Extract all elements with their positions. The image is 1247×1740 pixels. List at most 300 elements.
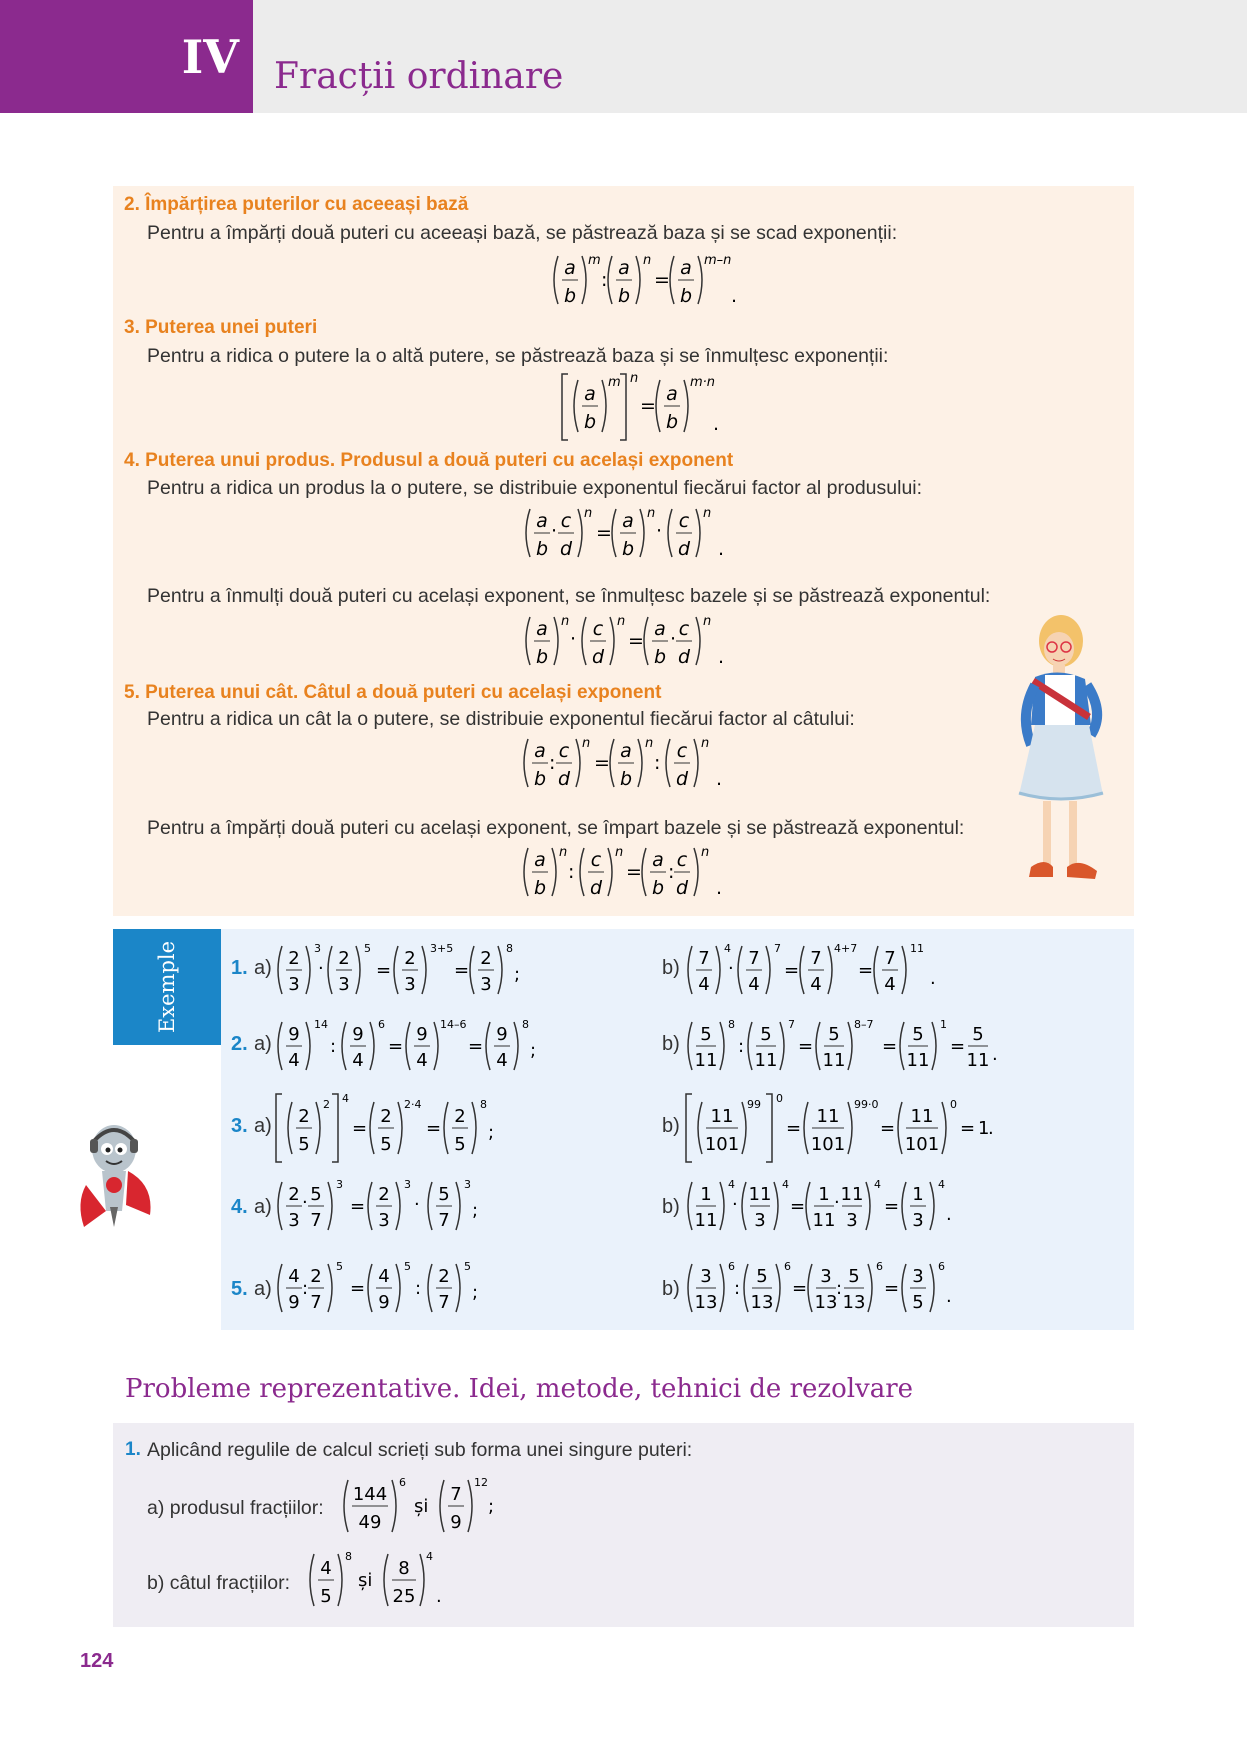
svg-text:.: . bbox=[436, 1586, 442, 1607]
svg-text:6: 6 bbox=[728, 1260, 735, 1273]
svg-text:=: = bbox=[790, 1196, 806, 1217]
svg-text:d: d bbox=[591, 646, 605, 668]
svg-text:;: ; bbox=[472, 1200, 479, 1221]
svg-text:3: 3 bbox=[314, 942, 321, 955]
svg-text:n: n bbox=[617, 614, 626, 629]
svg-text:n: n bbox=[584, 506, 593, 521]
svg-text:4: 4 bbox=[884, 974, 896, 995]
svg-text:m: m bbox=[588, 253, 601, 268]
svg-text:d: d bbox=[677, 646, 691, 668]
svg-text:c: c bbox=[560, 510, 572, 532]
formula-division-powers bbox=[548, 250, 748, 321]
svg-text:·: · bbox=[670, 628, 677, 650]
formula-power-of-power bbox=[558, 372, 728, 449]
svg-text:99: 99 bbox=[747, 1098, 761, 1111]
svg-text:1: 1 bbox=[912, 1184, 924, 1205]
svg-text:3: 3 bbox=[480, 974, 492, 995]
svg-text:=: = bbox=[640, 395, 656, 417]
svg-text:.: . bbox=[713, 413, 720, 435]
svg-text:·: · bbox=[302, 1192, 308, 1213]
svg-text:c: c bbox=[592, 618, 604, 640]
svg-text:5: 5 bbox=[756, 1266, 768, 1287]
svg-text:·: · bbox=[732, 1194, 738, 1215]
svg-text:4: 4 bbox=[320, 1558, 332, 1579]
problems-title: Probleme reprezentative. Idei, metode, tehnici de rezolvare bbox=[125, 1374, 914, 1404]
svg-text:d: d bbox=[589, 877, 603, 899]
example-1-a-label: a) bbox=[254, 957, 272, 979]
svg-text:11: 11 bbox=[840, 1184, 864, 1205]
svg-text:5: 5 bbox=[700, 1024, 712, 1045]
example-5-number: 5. bbox=[231, 1278, 248, 1300]
svg-text:a: a bbox=[618, 257, 630, 279]
svg-text:·: · bbox=[570, 628, 577, 650]
svg-text:2: 2 bbox=[378, 1184, 390, 1205]
page-number: 124 bbox=[80, 1650, 114, 1672]
svg-text:3+5: 3+5 bbox=[430, 942, 454, 955]
svg-text:a: a bbox=[680, 257, 692, 279]
section-4-text: Pentru a ridica un produs la o putere, se distribuie exponentul fiecărui factor al produsului: bbox=[147, 477, 923, 499]
svg-text:=: = bbox=[798, 1036, 814, 1057]
svg-text:7: 7 bbox=[774, 942, 781, 955]
svg-text:c: c bbox=[678, 618, 690, 640]
svg-text:3: 3 bbox=[288, 974, 300, 995]
svg-text:9: 9 bbox=[496, 1024, 508, 1045]
example-4-number: 4. bbox=[231, 1196, 248, 1218]
svg-text:.: . bbox=[988, 1118, 994, 1139]
example-1-number: 1. bbox=[231, 957, 248, 979]
chapter-title: Fracții ordinare bbox=[274, 56, 564, 97]
problem-1b-text: b) câtul fracțiilor: bbox=[147, 1572, 291, 1594]
example-5b-equation bbox=[684, 1256, 984, 1323]
example-4a-equation bbox=[274, 1174, 504, 1241]
svg-text:6: 6 bbox=[876, 1260, 883, 1273]
formula-quotient-same-exponent bbox=[518, 842, 738, 913]
svg-text:a: a bbox=[654, 618, 666, 640]
svg-text:4: 4 bbox=[724, 942, 731, 955]
svg-text:8: 8 bbox=[506, 942, 513, 955]
svg-text:=: = bbox=[784, 960, 800, 981]
svg-text:5: 5 bbox=[828, 1024, 840, 1045]
svg-text:4: 4 bbox=[288, 1050, 300, 1071]
svg-text:.: . bbox=[930, 968, 936, 989]
svg-text::: : bbox=[415, 1278, 422, 1299]
svg-text:101: 101 bbox=[904, 1134, 940, 1155]
svg-text:9: 9 bbox=[352, 1024, 364, 1045]
svg-text:4: 4 bbox=[352, 1050, 364, 1071]
svg-text:m: m bbox=[608, 375, 621, 390]
svg-text::: : bbox=[654, 752, 661, 774]
svg-text:4: 4 bbox=[698, 974, 710, 995]
svg-text:5: 5 bbox=[336, 1260, 343, 1273]
svg-text:8: 8 bbox=[728, 1018, 735, 1031]
svg-text:3: 3 bbox=[404, 1178, 411, 1191]
svg-text:;: ; bbox=[530, 1040, 537, 1061]
problem-1-number: 1. bbox=[125, 1439, 141, 1460]
svg-text:c: c bbox=[676, 740, 688, 762]
svg-text:b: b bbox=[563, 285, 577, 307]
svg-text:6: 6 bbox=[378, 1018, 385, 1031]
svg-text:5: 5 bbox=[364, 942, 371, 955]
svg-text:.: . bbox=[946, 1204, 952, 1225]
svg-text:5: 5 bbox=[912, 1292, 924, 1313]
section-2-text: Pentru a împărți două puteri cu aceeași bază, se păstrează baza și se scad exponenții: bbox=[147, 222, 898, 244]
svg-text:3: 3 bbox=[820, 1266, 832, 1287]
svg-text:n: n bbox=[643, 253, 652, 268]
example-4b-equation bbox=[684, 1174, 984, 1241]
svg-text:101: 101 bbox=[810, 1134, 846, 1155]
svg-text:;: ; bbox=[488, 1122, 495, 1143]
svg-text:13: 13 bbox=[842, 1292, 866, 1313]
svg-text:4: 4 bbox=[748, 974, 760, 995]
svg-text:b: b bbox=[535, 538, 549, 560]
svg-text:·: · bbox=[656, 520, 663, 542]
svg-text:n: n bbox=[701, 736, 710, 751]
svg-text:b: b bbox=[619, 768, 633, 790]
svg-text:b: b bbox=[583, 411, 597, 433]
svg-text:·: · bbox=[834, 1192, 840, 1213]
svg-text:b: b bbox=[621, 538, 635, 560]
svg-text:=: = bbox=[950, 1036, 966, 1057]
svg-text:11: 11 bbox=[694, 1210, 718, 1231]
svg-text:b: b bbox=[533, 768, 547, 790]
svg-text:a: a bbox=[536, 618, 548, 640]
svg-text:2: 2 bbox=[310, 1266, 322, 1287]
svg-text:2: 2 bbox=[338, 948, 350, 969]
svg-text:11: 11 bbox=[910, 942, 924, 955]
svg-text:7: 7 bbox=[748, 948, 760, 969]
formula-power-of-quotient bbox=[518, 733, 738, 804]
svg-text:5: 5 bbox=[972, 1024, 984, 1045]
svg-text:3: 3 bbox=[404, 974, 416, 995]
svg-text:5: 5 bbox=[912, 1024, 924, 1045]
svg-text:5: 5 bbox=[438, 1184, 450, 1205]
svg-text:3: 3 bbox=[288, 1210, 300, 1231]
svg-text:=: = bbox=[884, 1196, 900, 1217]
svg-text:3: 3 bbox=[912, 1210, 924, 1231]
svg-text:a: a bbox=[564, 257, 576, 279]
example-2b-equation bbox=[684, 1014, 1014, 1081]
svg-text:9: 9 bbox=[378, 1292, 390, 1313]
svg-text:n: n bbox=[559, 845, 568, 860]
svg-text:5: 5 bbox=[310, 1184, 322, 1205]
svg-text:7: 7 bbox=[810, 948, 822, 969]
svg-text:b: b bbox=[617, 285, 631, 307]
svg-text:7: 7 bbox=[698, 948, 710, 969]
svg-text:m·n: m·n bbox=[690, 375, 716, 390]
svg-text:c: c bbox=[558, 740, 570, 762]
svg-text:4: 4 bbox=[874, 1178, 881, 1191]
svg-text::: : bbox=[302, 1278, 309, 1299]
svg-text::: : bbox=[668, 861, 675, 883]
svg-text:b: b bbox=[653, 646, 667, 668]
svg-text:=: = bbox=[454, 960, 470, 981]
svg-text:și: și bbox=[358, 1570, 373, 1591]
svg-text:4: 4 bbox=[782, 1178, 789, 1191]
svg-text:3: 3 bbox=[912, 1266, 924, 1287]
svg-text:=: = bbox=[882, 1036, 898, 1057]
svg-text:b: b bbox=[665, 411, 679, 433]
example-1b-equation bbox=[684, 938, 944, 1005]
svg-text:2·4: 2·4 bbox=[404, 1098, 422, 1111]
svg-text:d: d bbox=[677, 538, 691, 560]
svg-text:.: . bbox=[716, 877, 723, 899]
svg-text:=: = bbox=[468, 1036, 484, 1057]
svg-text:11: 11 bbox=[812, 1210, 836, 1231]
svg-text:2: 2 bbox=[438, 1266, 450, 1287]
svg-text:14–6: 14–6 bbox=[440, 1018, 467, 1031]
example-4-a-label: a) bbox=[254, 1196, 272, 1218]
svg-text:=: = bbox=[626, 861, 642, 883]
svg-text:2: 2 bbox=[480, 948, 492, 969]
svg-text:.: . bbox=[946, 1286, 952, 1307]
svg-text:7: 7 bbox=[310, 1292, 322, 1313]
example-3-number: 3. bbox=[231, 1115, 248, 1137]
svg-text:=: = bbox=[792, 1278, 808, 1299]
svg-text:.: . bbox=[992, 1044, 998, 1065]
chapter-number: IV bbox=[0, 0, 253, 113]
svg-text:2: 2 bbox=[288, 948, 300, 969]
svg-text:=: = bbox=[884, 1278, 900, 1299]
svg-text:11: 11 bbox=[816, 1106, 840, 1127]
svg-text:5: 5 bbox=[404, 1260, 411, 1273]
svg-text:b: b bbox=[651, 877, 665, 899]
svg-text:4: 4 bbox=[810, 974, 822, 995]
svg-text:11: 11 bbox=[906, 1050, 930, 1071]
svg-text:144: 144 bbox=[352, 1484, 388, 1505]
svg-text:.: . bbox=[731, 285, 738, 307]
svg-text:=: = bbox=[594, 752, 610, 774]
svg-text:13: 13 bbox=[814, 1292, 838, 1313]
svg-text:=: = bbox=[350, 1278, 366, 1299]
section-4-text-2: Pentru a înmulți două puteri cu același exponent, se înmulțesc bazele și se păstrează exponentul: bbox=[147, 585, 991, 607]
svg-text:a: a bbox=[534, 740, 546, 762]
svg-text:4: 4 bbox=[496, 1050, 508, 1071]
svg-text:=: = bbox=[628, 630, 644, 652]
svg-text:6: 6 bbox=[399, 1476, 406, 1489]
svg-text:1: 1 bbox=[700, 1184, 712, 1205]
formula-power-of-product bbox=[520, 503, 740, 574]
svg-text:4: 4 bbox=[378, 1266, 390, 1287]
svg-text:=: = bbox=[376, 960, 392, 981]
svg-text:d: d bbox=[675, 877, 689, 899]
svg-text:.: . bbox=[718, 646, 725, 668]
svg-text:n: n bbox=[703, 506, 712, 521]
svg-text::: : bbox=[568, 861, 575, 883]
svg-text:8: 8 bbox=[522, 1018, 529, 1031]
svg-text:d: d bbox=[675, 768, 689, 790]
svg-text::: : bbox=[734, 1278, 741, 1299]
svg-text:d: d bbox=[557, 768, 571, 790]
svg-text:1: 1 bbox=[818, 1184, 830, 1205]
svg-text:a: a bbox=[620, 740, 632, 762]
section-3-heading: 3. Puterea unei puteri bbox=[124, 317, 318, 338]
svg-text:n: n bbox=[703, 614, 712, 629]
section-5-text: Pentru a ridica un cât la o putere, se distribuie exponentul fiecărui factor al câtului: bbox=[147, 708, 855, 730]
svg-text:=: = bbox=[880, 1118, 896, 1139]
svg-text:și: și bbox=[414, 1496, 429, 1517]
svg-text:5: 5 bbox=[848, 1266, 860, 1287]
svg-text:3: 3 bbox=[336, 1178, 343, 1191]
svg-text:=: = bbox=[960, 1118, 976, 1139]
svg-text:=: = bbox=[654, 269, 670, 291]
svg-text:=: = bbox=[426, 1118, 442, 1139]
svg-text:a: a bbox=[652, 849, 664, 871]
svg-text:13: 13 bbox=[750, 1292, 774, 1313]
example-3-b-label: b) bbox=[662, 1115, 680, 1137]
section-3-text: Pentru a ridica o putere la o altă putere, se păstrează baza și se înmulțesc exponenții: bbox=[147, 345, 889, 367]
svg-text:2: 2 bbox=[454, 1106, 466, 1127]
svg-text:9: 9 bbox=[416, 1024, 428, 1045]
examples-tab: Exemple bbox=[113, 929, 221, 1045]
svg-text:8: 8 bbox=[345, 1550, 352, 1563]
svg-text:b: b bbox=[533, 877, 547, 899]
svg-text:=: = bbox=[596, 522, 612, 544]
svg-text:a: a bbox=[584, 383, 596, 405]
svg-text:11: 11 bbox=[910, 1106, 934, 1127]
svg-text:6: 6 bbox=[784, 1260, 791, 1273]
example-4-b-label: b) bbox=[662, 1196, 680, 1218]
example-5a-equation bbox=[274, 1256, 504, 1323]
svg-text:11: 11 bbox=[822, 1050, 846, 1071]
svg-text:11: 11 bbox=[754, 1050, 778, 1071]
svg-text:d: d bbox=[559, 538, 573, 560]
example-2-number: 2. bbox=[231, 1033, 248, 1055]
svg-text:m–n: m–n bbox=[704, 253, 732, 268]
svg-text::: : bbox=[601, 269, 608, 291]
svg-text:;: ; bbox=[514, 964, 521, 985]
svg-text:b: b bbox=[535, 646, 549, 668]
svg-text:a: a bbox=[536, 510, 548, 532]
svg-text:c: c bbox=[676, 849, 688, 871]
svg-text:=: = bbox=[388, 1036, 404, 1057]
svg-text:49: 49 bbox=[358, 1512, 382, 1533]
girl-illustration bbox=[1005, 605, 1115, 895]
svg-text:7: 7 bbox=[438, 1292, 450, 1313]
svg-text:·: · bbox=[318, 958, 324, 979]
svg-text::: : bbox=[836, 1278, 843, 1299]
svg-text:=: = bbox=[352, 1118, 368, 1139]
section-2-heading: 2. Împărțirea puterilor cu aceeași bază bbox=[124, 194, 469, 215]
svg-text:11: 11 bbox=[710, 1106, 734, 1127]
svg-text:n: n bbox=[645, 736, 654, 751]
svg-text:13: 13 bbox=[694, 1292, 718, 1313]
formula-product-same-exponent bbox=[520, 611, 740, 682]
problem-1b-fractions bbox=[306, 1546, 456, 1617]
svg-text:4: 4 bbox=[938, 1178, 945, 1191]
svg-text:4: 4 bbox=[416, 1050, 428, 1071]
svg-text:7: 7 bbox=[788, 1018, 795, 1031]
svg-text:c: c bbox=[590, 849, 602, 871]
example-3a-equation bbox=[274, 1090, 504, 1171]
svg-text:n: n bbox=[630, 371, 639, 386]
svg-text:9: 9 bbox=[288, 1024, 300, 1045]
svg-text:101: 101 bbox=[704, 1134, 740, 1155]
svg-text:4: 4 bbox=[288, 1266, 300, 1287]
svg-text::: : bbox=[330, 1036, 337, 1057]
svg-text:n: n bbox=[701, 845, 710, 860]
svg-text:2: 2 bbox=[288, 1184, 300, 1205]
svg-text:n: n bbox=[615, 845, 624, 860]
svg-text:=: = bbox=[858, 960, 874, 981]
svg-text:0: 0 bbox=[950, 1098, 957, 1111]
svg-text:3: 3 bbox=[700, 1266, 712, 1287]
svg-text:5: 5 bbox=[380, 1134, 392, 1155]
svg-text:n: n bbox=[582, 736, 591, 751]
svg-text:b: b bbox=[679, 285, 693, 307]
svg-text::: : bbox=[549, 752, 556, 774]
section-4-heading: 4. Puterea unui produs. Produsul a două puteri cu același exponent bbox=[124, 450, 734, 471]
svg-text:3: 3 bbox=[338, 974, 350, 995]
svg-text:5: 5 bbox=[320, 1586, 332, 1607]
problem-1a-text: a) produsul fracțiilor: bbox=[147, 1497, 324, 1519]
svg-text:·: · bbox=[551, 520, 558, 542]
svg-text:.: . bbox=[716, 768, 723, 790]
svg-text::: : bbox=[738, 1036, 745, 1057]
svg-text:9: 9 bbox=[288, 1292, 300, 1313]
svg-text:4: 4 bbox=[342, 1092, 349, 1105]
svg-text:9: 9 bbox=[450, 1512, 462, 1533]
svg-text:a: a bbox=[534, 849, 546, 871]
problem-1-text: Aplicând regulile de calcul scrieți sub forma unei singure puteri: bbox=[147, 1439, 693, 1461]
problem-1a-fractions bbox=[340, 1472, 510, 1543]
svg-text:4+7: 4+7 bbox=[834, 942, 858, 955]
svg-text:a: a bbox=[666, 383, 678, 405]
svg-text:1: 1 bbox=[940, 1018, 947, 1031]
svg-text:2: 2 bbox=[298, 1106, 310, 1127]
svg-text:;: ; bbox=[488, 1496, 495, 1517]
svg-text:·: · bbox=[414, 1194, 420, 1215]
svg-text:2: 2 bbox=[380, 1106, 392, 1127]
svg-text:3: 3 bbox=[754, 1210, 766, 1231]
example-1a-equation bbox=[274, 938, 534, 1005]
svg-text:2: 2 bbox=[323, 1098, 330, 1111]
svg-text:=: = bbox=[786, 1118, 802, 1139]
example-2-b-label: b) bbox=[662, 1033, 680, 1055]
example-3b-equation bbox=[684, 1090, 1014, 1171]
example-3-a-label: a) bbox=[254, 1115, 272, 1137]
svg-text:4: 4 bbox=[426, 1550, 433, 1563]
svg-text:8: 8 bbox=[480, 1098, 487, 1111]
svg-text:8–7: 8–7 bbox=[854, 1018, 874, 1031]
example-2a-equation bbox=[274, 1014, 544, 1081]
svg-text:4: 4 bbox=[728, 1178, 735, 1191]
svg-text:5: 5 bbox=[464, 1260, 471, 1273]
svg-text:a: a bbox=[622, 510, 634, 532]
svg-text:c: c bbox=[678, 510, 690, 532]
svg-text:5: 5 bbox=[298, 1134, 310, 1155]
svg-text:99·0: 99·0 bbox=[854, 1098, 879, 1111]
svg-text:5: 5 bbox=[454, 1134, 466, 1155]
svg-text:0: 0 bbox=[776, 1092, 783, 1105]
svg-text:7: 7 bbox=[450, 1484, 462, 1505]
example-5-a-label: a) bbox=[254, 1278, 272, 1300]
svg-text:7: 7 bbox=[438, 1210, 450, 1231]
svg-text:=: = bbox=[350, 1196, 366, 1217]
section-5-heading: 5. Puterea unui cât. Câtul a două puteri cu același exponent bbox=[124, 682, 662, 703]
svg-text:1: 1 bbox=[978, 1118, 990, 1139]
svg-text:25: 25 bbox=[392, 1586, 416, 1607]
svg-text:5: 5 bbox=[760, 1024, 772, 1045]
example-1-b-label: b) bbox=[662, 957, 680, 979]
svg-text:n: n bbox=[647, 506, 656, 521]
svg-text:12: 12 bbox=[474, 1476, 488, 1489]
mascot-illustration bbox=[76, 1115, 156, 1233]
svg-text:3: 3 bbox=[378, 1210, 390, 1231]
svg-text:3: 3 bbox=[464, 1178, 471, 1191]
svg-text:·: · bbox=[728, 958, 734, 979]
svg-text:7: 7 bbox=[884, 948, 896, 969]
svg-text:2: 2 bbox=[404, 948, 416, 969]
